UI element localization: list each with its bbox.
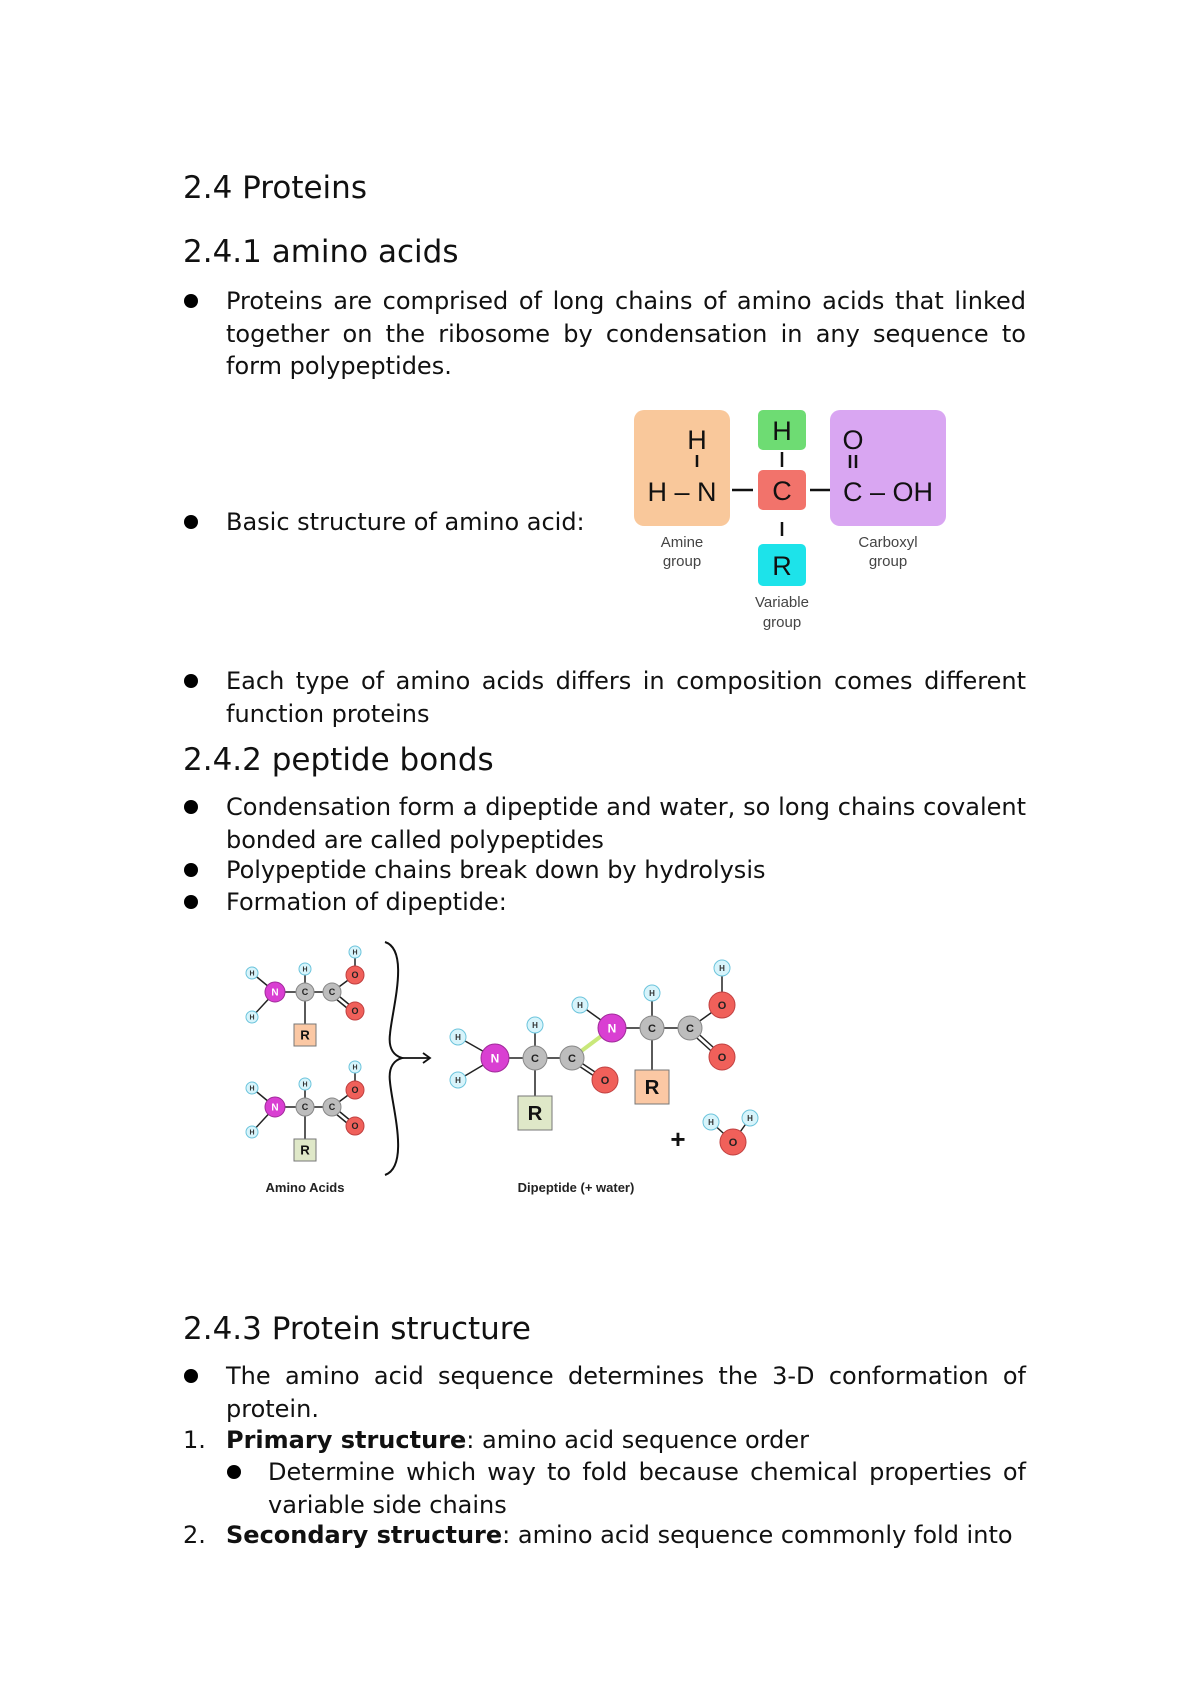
- svg-text:N: N: [271, 987, 279, 999]
- primary-structure-subbullet: Determine which way to fold because chemical properties of variable side chains: [268, 1458, 1026, 1519]
- svg-text:C: C: [531, 1052, 539, 1065]
- carbon-atom: [323, 983, 341, 1001]
- bullet-icon: [184, 674, 198, 688]
- svg-text:O: O: [717, 999, 727, 1012]
- oxygen-atom: [709, 1044, 735, 1070]
- svg-text:H: H: [455, 1075, 461, 1085]
- bullet-icon: [184, 895, 198, 909]
- r-group-box-2: [294, 1139, 316, 1161]
- svg-text:R: R: [300, 1027, 310, 1043]
- hydrogen-atom: [299, 963, 311, 975]
- carbon-atom: [560, 1046, 584, 1070]
- svg-text:N: N: [490, 1051, 500, 1066]
- svg-text:H: H: [708, 1117, 714, 1127]
- secondary-structure-definition: : amino acid sequence commonly fold into: [502, 1521, 1013, 1549]
- variable-group-caption-2: group: [762, 614, 802, 631]
- svg-text:H: H: [352, 1064, 358, 1072]
- hydrogen-atom: [742, 1110, 758, 1126]
- svg-text:R: R: [644, 1076, 660, 1099]
- hydrogen-atom: [527, 1017, 543, 1033]
- svg-text:O: O: [351, 1121, 359, 1132]
- svg-text:N: N: [607, 1021, 617, 1036]
- hydrogen-atom: [246, 1126, 258, 1138]
- amino-acids-bullet-3: Each type of amino acids differs in composition comes different function proteins: [226, 667, 1026, 728]
- brace-icon: [385, 942, 402, 1175]
- nitrogen-atom: [265, 982, 285, 1002]
- hydrogen-atom: [703, 1114, 719, 1130]
- carboxyl-coh-label: C – OH: [842, 477, 934, 507]
- nitrogen-atom: [481, 1044, 509, 1072]
- carboxyl-group-caption-1: Carboxyl: [858, 534, 918, 551]
- oxygen-atom: [346, 1117, 364, 1135]
- svg-text:O: O: [351, 970, 359, 981]
- svg-text:H: H: [719, 963, 725, 973]
- svg-text:C: C: [328, 987, 336, 998]
- heading-amino-acids: 2.4.1 amino acids: [183, 234, 459, 270]
- primary-structure-definition: : amino acid sequence order: [466, 1426, 809, 1454]
- svg-text:O: O: [728, 1136, 738, 1149]
- svg-text:H: H: [577, 1000, 583, 1010]
- amine-h-label: H: [687, 425, 707, 455]
- secondary-structure-item: [226, 1519, 1026, 1552]
- carboxyl-group-caption-2: group: [868, 553, 908, 570]
- svg-text:C: C: [686, 1022, 694, 1035]
- svg-text:H: H: [649, 988, 655, 998]
- bullet-icon: [184, 515, 198, 529]
- r-group-box-1: [294, 1024, 316, 1046]
- nitrogen-atom: [265, 1097, 285, 1117]
- svg-text:H: H: [249, 1129, 255, 1137]
- oxygen-atom: [346, 1002, 364, 1020]
- oxygen-atom: [709, 992, 735, 1018]
- bullet-icon: [184, 1369, 198, 1383]
- amine-hn-label: H – N: [647, 477, 717, 507]
- bullet-icon: [184, 294, 198, 308]
- carbon-atom: [323, 1098, 341, 1116]
- svg-text:R: R: [527, 1102, 543, 1125]
- hydrogen-atom: [714, 960, 730, 976]
- central-c-label: C: [772, 476, 792, 506]
- svg-text:H: H: [302, 966, 308, 974]
- svg-text:O: O: [717, 1051, 727, 1064]
- variable-group-caption-1: Variable: [755, 594, 809, 611]
- bullet-icon: [227, 1465, 241, 1479]
- oxygen-atom: [592, 1067, 618, 1093]
- hydrogen-atom: [349, 1061, 361, 1073]
- carbon-atom: [523, 1046, 547, 1070]
- bullet-icon: [184, 800, 198, 814]
- amino-acids-caption: Amino Acids: [265, 1180, 345, 1195]
- svg-text:C: C: [328, 1102, 336, 1113]
- svg-text:O: O: [351, 1085, 359, 1096]
- svg-text:R: R: [300, 1142, 310, 1158]
- list-number-1: 1.: [183, 1426, 206, 1454]
- dipeptide-formation-diagram: [230, 930, 770, 1200]
- svg-text:O: O: [351, 1006, 359, 1017]
- svg-text:H: H: [352, 949, 358, 957]
- primary-structure-term: Primary structure: [226, 1426, 467, 1454]
- bullet-icon: [184, 863, 198, 877]
- amino-acids-bullet-2: Basic structure of amino acid:: [226, 508, 585, 536]
- hydrogen-atom: [572, 997, 588, 1013]
- amine-group-caption-2: group: [662, 553, 702, 570]
- oxygen-atom: [346, 966, 364, 984]
- amine-group-box: [634, 410, 730, 526]
- section-heading-proteins: 2.4 Proteins: [183, 170, 367, 206]
- carbon-atom: [640, 1016, 664, 1040]
- svg-text:C: C: [301, 1102, 309, 1113]
- r-group-box-4: [635, 1070, 669, 1104]
- svg-text:C: C: [568, 1052, 576, 1065]
- hydrogen-atom: [299, 1078, 311, 1090]
- carbon-atom: [296, 1098, 314, 1116]
- amine-group-caption-1: Amine: [660, 534, 704, 551]
- heading-protein-structure: 2.4.3 Protein structure: [183, 1311, 531, 1347]
- peptide-bonds-bullet-3: Formation of dipeptide:: [226, 888, 507, 916]
- hydrogen-atom: [450, 1072, 466, 1088]
- dipeptide-caption: Dipeptide (+ water): [517, 1180, 635, 1195]
- variable-r-label: R: [772, 551, 792, 581]
- svg-text:H: H: [249, 1085, 255, 1093]
- heading-peptide-bonds: 2.4.2 peptide bonds: [183, 742, 494, 778]
- peptide-bonds-bullet-1: Condensation form a dipeptide and water, so long chains covalent bonded are called polypeptides: [226, 793, 1026, 854]
- oxygen-atom: [720, 1129, 746, 1155]
- nitrogen-atom: [598, 1014, 626, 1042]
- svg-text:H: H: [302, 1081, 308, 1089]
- svg-text:C: C: [648, 1022, 656, 1035]
- svg-text:N: N: [271, 1102, 279, 1114]
- amino-acids-bullet-1: Proteins are comprised of long chains of amino acids that linked together on the ribosome by condensation in any sequence to form polypeptides.: [226, 287, 1026, 380]
- secondary-structure-term: Secondary structure: [226, 1521, 503, 1549]
- svg-text:O: O: [600, 1074, 610, 1087]
- svg-text:H: H: [532, 1020, 538, 1030]
- plus-sign: +: [670, 1124, 686, 1154]
- peptide-bonds-bullet-2: Polypeptide chains break down by hydrolysis: [226, 856, 766, 884]
- carbon-atom: [678, 1016, 702, 1040]
- svg-text:H: H: [455, 1032, 461, 1042]
- hydrogen-atom: [349, 946, 361, 958]
- svg-text:C: C: [301, 987, 309, 998]
- list-number-2: 2.: [183, 1521, 206, 1549]
- oxygen-atom: [346, 1081, 364, 1099]
- svg-text:H: H: [249, 1014, 255, 1022]
- primary-structure-item: [226, 1424, 1026, 1457]
- amino-acid-structure-diagram: [620, 404, 960, 636]
- svg-text:H: H: [747, 1113, 753, 1123]
- hydrogen-atom: [246, 1011, 258, 1023]
- svg-text:H: H: [249, 970, 255, 978]
- r-group-box-3: [518, 1096, 552, 1130]
- hydrogen-atom: [246, 1082, 258, 1094]
- carboxyl-o-label: O: [842, 425, 864, 455]
- hydrogen-atom: [450, 1029, 466, 1045]
- hydrogen-atom: [246, 967, 258, 979]
- carbon-atom: [296, 983, 314, 1001]
- hydrogen-atom: [644, 985, 660, 1001]
- central-h-label: H: [772, 416, 792, 446]
- protein-structure-bullet-1: The amino acid sequence determines the 3-D conformation of protein.: [226, 1362, 1026, 1423]
